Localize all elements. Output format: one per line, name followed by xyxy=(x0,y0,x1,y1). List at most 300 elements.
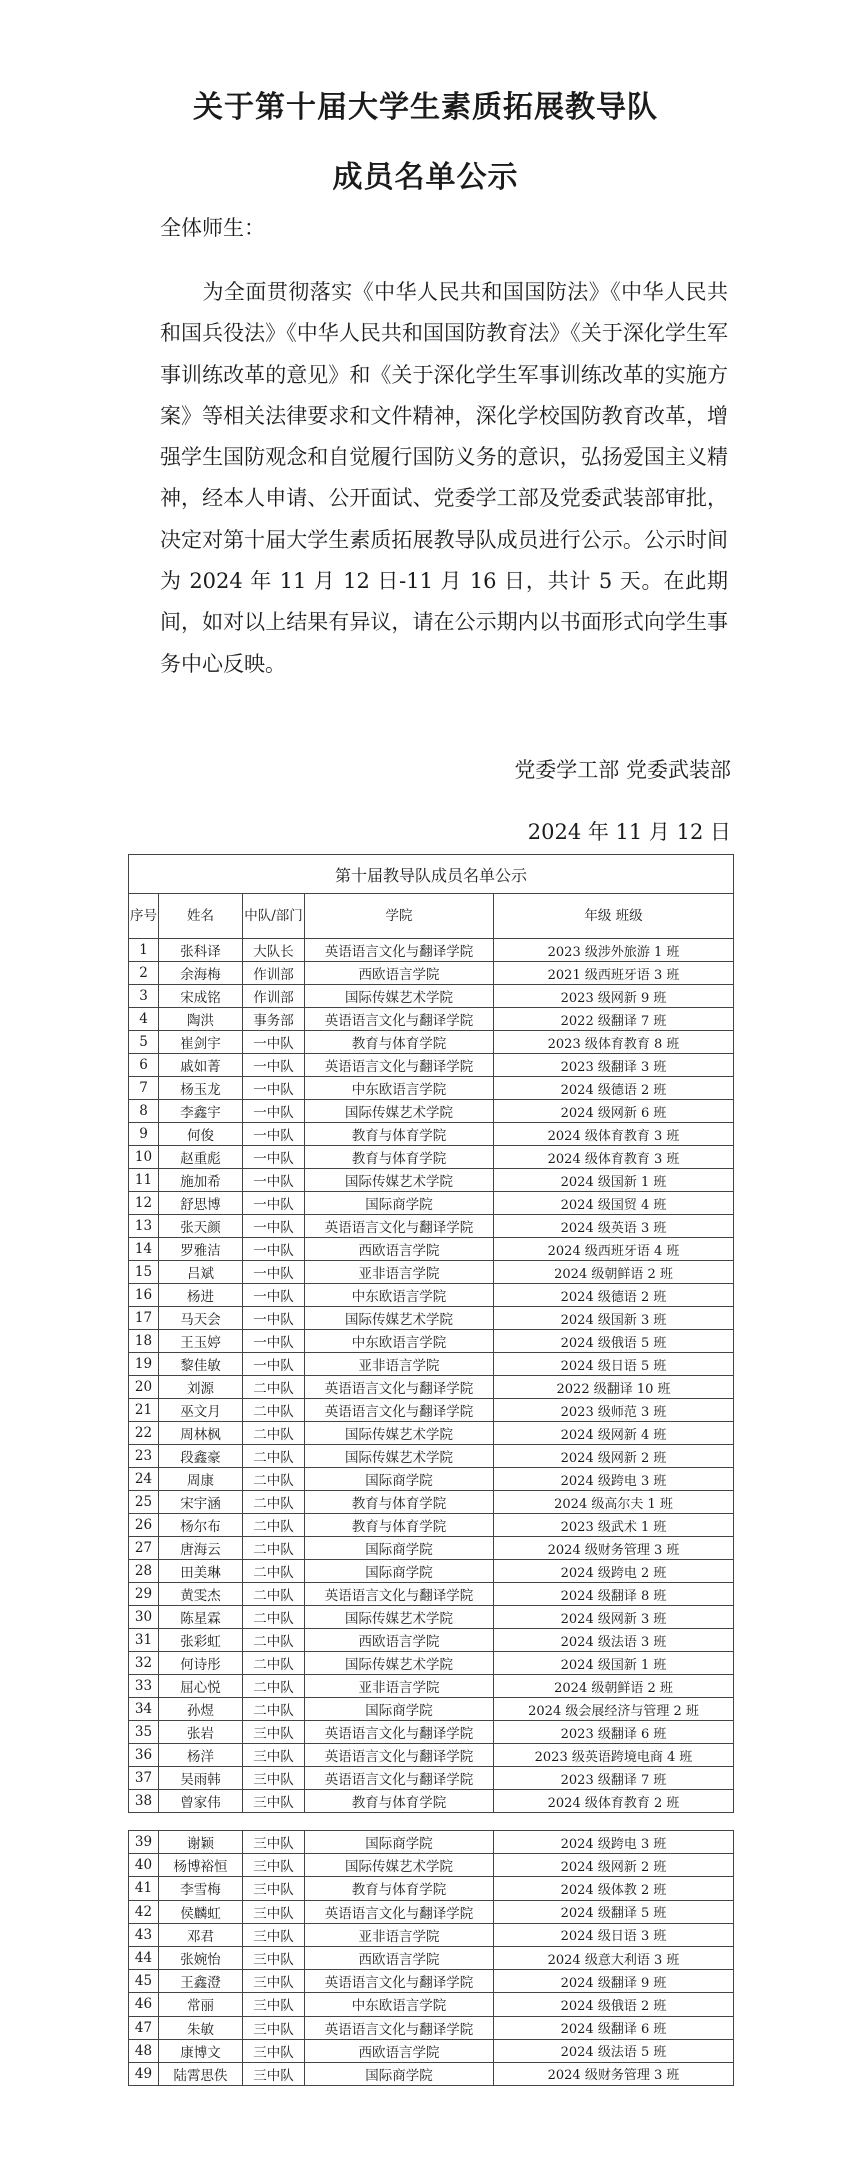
table-row xyxy=(129,1560,734,1583)
cell-no: 30 xyxy=(129,1606,159,1629)
cell-college: 中东欧语言学院 xyxy=(305,1330,494,1353)
cell-unit: 一中队 xyxy=(243,1330,305,1353)
cell-name: 唐海云 xyxy=(159,1537,243,1560)
cell-grade: 2024 级国贸 4 班 xyxy=(494,1192,734,1215)
cell-no: 48 xyxy=(129,2039,159,2062)
header-unit: 中队/部门 xyxy=(243,894,305,939)
cell-grade: 2024 级体育教育 2 班 xyxy=(494,1790,734,1813)
cell-grade: 2023 级涉外旅游 1 班 xyxy=(494,939,734,962)
cell-no: 18 xyxy=(129,1330,159,1353)
table-row xyxy=(129,1923,734,1946)
cell-name: 杨洋 xyxy=(159,1744,243,1767)
cell-unit: 三中队 xyxy=(243,2062,305,2085)
cell-college: 西欧语言学院 xyxy=(305,1946,494,1969)
cell-college: 英语语言文化与翻译学院 xyxy=(305,1376,494,1399)
cell-unit: 一中队 xyxy=(243,1031,305,1054)
cell-grade: 2024 级跨电 3 班 xyxy=(494,1831,734,1854)
cell-no: 1 xyxy=(129,939,159,962)
cell-grade: 2022 级翻译 10 班 xyxy=(494,1376,734,1399)
cell-no: 12 xyxy=(129,1192,159,1215)
cell-no: 22 xyxy=(129,1422,159,1445)
cell-unit: 三中队 xyxy=(243,1831,305,1854)
cell-college: 中东欧语言学院 xyxy=(305,1284,494,1307)
table-row xyxy=(129,1445,734,1468)
cell-grade: 2024 级网新 6 班 xyxy=(494,1100,734,1123)
table-row xyxy=(129,1698,734,1721)
signature: 党委学工部 党委武装部 xyxy=(514,758,731,782)
cell-no: 37 xyxy=(129,1767,159,1790)
table-row xyxy=(129,1077,734,1100)
cell-no: 7 xyxy=(129,1077,159,1100)
cell-no: 27 xyxy=(129,1537,159,1560)
cell-grade: 2024 级翻译 8 班 xyxy=(494,1583,734,1606)
cell-unit: 二中队 xyxy=(243,1560,305,1583)
cell-no: 46 xyxy=(129,1993,159,2016)
cell-name: 刘源 xyxy=(159,1376,243,1399)
cell-name: 王鑫澄 xyxy=(159,1970,243,1993)
cell-college: 亚非语言学院 xyxy=(305,1353,494,1376)
cell-no: 14 xyxy=(129,1238,159,1261)
cell-college: 亚非语言学院 xyxy=(305,1675,494,1698)
cell-college: 国际商学院 xyxy=(305,1468,494,1491)
cell-college: 英语语言文化与翻译学院 xyxy=(305,1215,494,1238)
cell-no: 2 xyxy=(129,962,159,985)
cell-unit: 三中队 xyxy=(243,2016,305,2039)
cell-unit: 一中队 xyxy=(243,1215,305,1238)
cell-name: 宋成铭 xyxy=(159,985,243,1008)
table-row xyxy=(129,1583,734,1606)
cell-grade: 2024 级高尔夫 1 班 xyxy=(494,1491,734,1514)
cell-unit: 二中队 xyxy=(243,1468,305,1491)
cell-unit: 三中队 xyxy=(243,1721,305,1744)
table-row xyxy=(129,1330,734,1353)
table-row xyxy=(129,1215,734,1238)
cell-no: 23 xyxy=(129,1445,159,1468)
table-row xyxy=(129,1877,734,1900)
cell-no: 32 xyxy=(129,1652,159,1675)
table-row xyxy=(129,1008,734,1031)
cell-name: 屈心悦 xyxy=(159,1675,243,1698)
cell-name: 康博文 xyxy=(159,2039,243,2062)
cell-unit: 一中队 xyxy=(243,1284,305,1307)
cell-grade: 2024 级网新 4 班 xyxy=(494,1422,734,1445)
cell-unit: 二中队 xyxy=(243,1376,305,1399)
table-row xyxy=(129,1307,734,1330)
cell-no: 11 xyxy=(129,1169,159,1192)
cell-name: 余海梅 xyxy=(159,962,243,985)
cell-name: 常丽 xyxy=(159,1993,243,2016)
table-row xyxy=(129,1537,734,1560)
table-row xyxy=(129,2039,734,2062)
cell-college: 国际商学院 xyxy=(305,1560,494,1583)
table-row xyxy=(129,1629,734,1652)
table-row xyxy=(129,1100,734,1123)
cell-name: 巫文月 xyxy=(159,1399,243,1422)
cell-college: 西欧语言学院 xyxy=(305,1629,494,1652)
cell-name: 陆霄思佚 xyxy=(159,2062,243,2085)
cell-no: 29 xyxy=(129,1583,159,1606)
cell-unit: 二中队 xyxy=(243,1399,305,1422)
cell-name: 宋宇涵 xyxy=(159,1491,243,1514)
cell-college: 国际商学院 xyxy=(305,1831,494,1854)
cell-unit: 一中队 xyxy=(243,1146,305,1169)
cell-unit: 三中队 xyxy=(243,1877,305,1900)
cell-no: 38 xyxy=(129,1790,159,1813)
table-row xyxy=(129,1284,734,1307)
cell-unit: 大队长 xyxy=(243,939,305,962)
cell-grade: 2024 级日语 5 班 xyxy=(494,1353,734,1376)
cell-name: 张科译 xyxy=(159,939,243,962)
cell-grade: 2024 级网新 2 班 xyxy=(494,1445,734,1468)
cell-name: 曾家伟 xyxy=(159,1790,243,1813)
cell-unit: 二中队 xyxy=(243,1422,305,1445)
cell-unit: 三中队 xyxy=(243,1790,305,1813)
cell-college: 国际传媒艺术学院 xyxy=(305,1307,494,1330)
cell-college: 教育与体育学院 xyxy=(305,1123,494,1146)
cell-unit: 二中队 xyxy=(243,1629,305,1652)
table-row xyxy=(129,1031,734,1054)
cell-grade: 2024 级俄语 2 班 xyxy=(494,1993,734,2016)
cell-name: 戚如菁 xyxy=(159,1054,243,1077)
cell-unit: 三中队 xyxy=(243,1993,305,2016)
cell-grade: 2024 级网新 2 班 xyxy=(494,1854,734,1877)
cell-unit: 一中队 xyxy=(243,1238,305,1261)
cell-grade: 2024 级朝鲜语 2 班 xyxy=(494,1261,734,1284)
cell-name: 侯麟虹 xyxy=(159,1900,243,1923)
cell-college: 教育与体育学院 xyxy=(305,1790,494,1813)
table-row xyxy=(129,1376,734,1399)
cell-unit: 一中队 xyxy=(243,1353,305,1376)
cell-college: 教育与体育学院 xyxy=(305,1877,494,1900)
cell-unit: 三中队 xyxy=(243,2039,305,2062)
cell-grade: 2024 级法语 3 班 xyxy=(494,1629,734,1652)
cell-unit: 作训部 xyxy=(243,962,305,985)
cell-unit: 二中队 xyxy=(243,1583,305,1606)
greeting: 全体师生： xyxy=(160,216,265,240)
notice-paragraph-text: 为全面贯彻落实《中华人民共和国国防法》《中华人民共和国兵役法》《中华人民共和国国防教育法》《关于深化学生军事训练改革的意见》和《关于深化学生军事训练改革的实施方案》等相关法律要求和文件精神，深化学校国防教育改革，增强学生国防观念和自觉履行国防义务的意识，弘扬爱国主义精神，经本人申请、公开面试、党委学工部及党委武装部审批，决定对第十届大学生素质拓展教导队成员进行公示。公示时间为 2024 年 11 月 12 日-11 月 16 日，共计 5 天。在此期间，如对以上结果有异议，请在公示期内以书面形式向学生事务中心反映。 xyxy=(160,280,728,676)
cell-grade: 2024 级俄语 5 班 xyxy=(494,1330,734,1353)
member-table-part2 xyxy=(128,1830,734,2086)
cell-no: 43 xyxy=(129,1923,159,1946)
cell-name: 杨博裕恒 xyxy=(159,1854,243,1877)
cell-no: 17 xyxy=(129,1307,159,1330)
cell-name: 施加希 xyxy=(159,1169,243,1192)
document-title-line2: 成员名单公示 xyxy=(332,160,519,195)
cell-college: 国际传媒艺术学院 xyxy=(305,1445,494,1468)
cell-college: 英语语言文化与翻译学院 xyxy=(305,1970,494,1993)
table-row xyxy=(129,1353,734,1376)
cell-grade: 2023 级翻译 6 班 xyxy=(494,1721,734,1744)
cell-unit: 事务部 xyxy=(243,1008,305,1031)
cell-name: 罗雅洁 xyxy=(159,1238,243,1261)
cell-no: 28 xyxy=(129,1560,159,1583)
cell-grade: 2023 级英语跨境电商 4 班 xyxy=(494,1744,734,1767)
cell-no: 25 xyxy=(129,1491,159,1514)
cell-no: 47 xyxy=(129,2016,159,2039)
cell-college: 英语语言文化与翻译学院 xyxy=(305,2016,494,2039)
notice-paragraph xyxy=(160,272,728,685)
cell-grade: 2024 级体教 2 班 xyxy=(494,1877,734,1900)
table-row xyxy=(129,1192,734,1215)
table-row xyxy=(129,1169,734,1192)
cell-college: 中东欧语言学院 xyxy=(305,1993,494,2016)
cell-college: 英语语言文化与翻译学院 xyxy=(305,1583,494,1606)
header-name: 姓名 xyxy=(159,894,243,939)
cell-grade: 2024 级德语 2 班 xyxy=(494,1077,734,1100)
cell-no: 39 xyxy=(129,1831,159,1854)
document-title-line1: 关于第十届大学生素质拓展教导队 xyxy=(193,90,658,125)
cell-college: 教育与体育学院 xyxy=(305,1146,494,1169)
cell-grade: 2022 级翻译 7 班 xyxy=(494,1008,734,1031)
table-row xyxy=(129,1854,734,1877)
cell-name: 舒思博 xyxy=(159,1192,243,1215)
cell-unit: 二中队 xyxy=(243,1606,305,1629)
cell-name: 崔剑宇 xyxy=(159,1031,243,1054)
cell-grade: 2024 级网新 3 班 xyxy=(494,1606,734,1629)
cell-grade: 2023 级武术 1 班 xyxy=(494,1514,734,1537)
cell-grade: 2024 级跨电 3 班 xyxy=(494,1468,734,1491)
cell-grade: 2024 级朝鲜语 2 班 xyxy=(494,1675,734,1698)
cell-unit: 二中队 xyxy=(243,1675,305,1698)
cell-name: 黎佳敏 xyxy=(159,1353,243,1376)
cell-grade: 2024 级国新 1 班 xyxy=(494,1169,734,1192)
cell-name: 马天会 xyxy=(159,1307,243,1330)
cell-grade: 2023 级网新 9 班 xyxy=(494,985,734,1008)
cell-grade: 2024 级体育教育 3 班 xyxy=(494,1123,734,1146)
table-row xyxy=(129,1514,734,1537)
cell-unit: 一中队 xyxy=(243,1169,305,1192)
cell-no: 8 xyxy=(129,1100,159,1123)
cell-name: 张婉怡 xyxy=(159,1946,243,1969)
cell-no: 19 xyxy=(129,1353,159,1376)
cell-no: 5 xyxy=(129,1031,159,1054)
cell-unit: 三中队 xyxy=(243,1767,305,1790)
cell-unit: 一中队 xyxy=(243,1261,305,1284)
cell-college: 英语语言文化与翻译学院 xyxy=(305,1744,494,1767)
cell-unit: 一中队 xyxy=(243,1307,305,1330)
cell-no: 49 xyxy=(129,2062,159,2085)
cell-name: 谢颖 xyxy=(159,1831,243,1854)
cell-college: 教育与体育学院 xyxy=(305,1031,494,1054)
table-row xyxy=(129,939,734,962)
table-row xyxy=(129,1054,734,1077)
table-caption: 第十届教导队成员名单公示 xyxy=(129,855,734,894)
table-row xyxy=(129,962,734,985)
cell-no: 31 xyxy=(129,1629,159,1652)
cell-college: 英语语言文化与翻译学院 xyxy=(305,1721,494,1744)
cell-name: 吕斌 xyxy=(159,1261,243,1284)
notice-date: 2024 年 11 月 12 日 xyxy=(527,820,731,844)
header-grade: 年级 班级 xyxy=(494,894,734,939)
cell-name: 邓君 xyxy=(159,1923,243,1946)
cell-college: 国际商学院 xyxy=(305,1537,494,1560)
cell-no: 42 xyxy=(129,1900,159,1923)
cell-no: 20 xyxy=(129,1376,159,1399)
cell-unit: 二中队 xyxy=(243,1445,305,1468)
cell-college: 英语语言文化与翻译学院 xyxy=(305,1900,494,1923)
cell-no: 21 xyxy=(129,1399,159,1422)
cell-name: 周康 xyxy=(159,1468,243,1491)
cell-college: 英语语言文化与翻译学院 xyxy=(305,1008,494,1031)
cell-unit: 二中队 xyxy=(243,1514,305,1537)
cell-name: 王玉婷 xyxy=(159,1330,243,1353)
cell-college: 国际传媒艺术学院 xyxy=(305,1652,494,1675)
table-row xyxy=(129,1831,734,1854)
cell-college: 英语语言文化与翻译学院 xyxy=(305,1399,494,1422)
cell-unit: 三中队 xyxy=(243,1854,305,1877)
cell-grade: 2023 级体育教育 8 班 xyxy=(494,1031,734,1054)
table-row xyxy=(129,1399,734,1422)
table-row xyxy=(129,1606,734,1629)
cell-name: 赵重彪 xyxy=(159,1146,243,1169)
table-row xyxy=(129,1767,734,1790)
cell-name: 杨尔布 xyxy=(159,1514,243,1537)
cell-no: 16 xyxy=(129,1284,159,1307)
cell-name: 朱敏 xyxy=(159,2016,243,2039)
table-row xyxy=(129,985,734,1008)
cell-grade: 2023 级师范 3 班 xyxy=(494,1399,734,1422)
cell-college: 国际传媒艺术学院 xyxy=(305,1854,494,1877)
table-row xyxy=(129,1652,734,1675)
cell-unit: 二中队 xyxy=(243,1537,305,1560)
cell-grade: 2024 级财务管理 3 班 xyxy=(494,2062,734,2085)
cell-college: 西欧语言学院 xyxy=(305,2039,494,2062)
cell-grade: 2021 级西班牙语 3 班 xyxy=(494,962,734,985)
cell-name: 吴雨韩 xyxy=(159,1767,243,1790)
cell-no: 15 xyxy=(129,1261,159,1284)
cell-grade: 2024 级德语 2 班 xyxy=(494,1284,734,1307)
cell-name: 李鑫宇 xyxy=(159,1100,243,1123)
cell-name: 杨玉龙 xyxy=(159,1077,243,1100)
cell-grade: 2024 级国新 3 班 xyxy=(494,1307,734,1330)
cell-no: 40 xyxy=(129,1854,159,1877)
cell-name: 黄雯杰 xyxy=(159,1583,243,1606)
table-row xyxy=(129,1422,734,1445)
cell-no: 24 xyxy=(129,1468,159,1491)
table-row xyxy=(129,1123,734,1146)
cell-college: 西欧语言学院 xyxy=(305,962,494,985)
table-row xyxy=(129,1261,734,1284)
member-table-part1 xyxy=(128,854,734,1813)
cell-grade: 2024 级英语 3 班 xyxy=(494,1215,734,1238)
cell-grade: 2024 级翻译 6 班 xyxy=(494,2016,734,2039)
cell-grade: 2024 级意大利语 3 班 xyxy=(494,1946,734,1969)
cell-no: 6 xyxy=(129,1054,159,1077)
header-no: 序号 xyxy=(129,894,159,939)
cell-college: 国际传媒艺术学院 xyxy=(305,985,494,1008)
table-row xyxy=(129,2062,734,2085)
cell-grade: 2024 级国新 1 班 xyxy=(494,1652,734,1675)
table-row xyxy=(129,1946,734,1969)
cell-college: 国际传媒艺术学院 xyxy=(305,1100,494,1123)
table-row xyxy=(129,1721,734,1744)
cell-no: 44 xyxy=(129,1946,159,1969)
cell-unit: 一中队 xyxy=(243,1077,305,1100)
cell-college: 国际商学院 xyxy=(305,1698,494,1721)
cell-college: 中东欧语言学院 xyxy=(305,1077,494,1100)
cell-college: 国际传媒艺术学院 xyxy=(305,1422,494,1445)
cell-unit: 三中队 xyxy=(243,1900,305,1923)
table-row xyxy=(129,1491,734,1514)
cell-college: 教育与体育学院 xyxy=(305,1491,494,1514)
cell-name: 周林枫 xyxy=(159,1422,243,1445)
cell-grade: 2024 级体育教育 3 班 xyxy=(494,1146,734,1169)
cell-no: 10 xyxy=(129,1146,159,1169)
cell-college: 亚非语言学院 xyxy=(305,1923,494,1946)
cell-name: 陶洪 xyxy=(159,1008,243,1031)
cell-unit: 三中队 xyxy=(243,1946,305,1969)
cell-unit: 一中队 xyxy=(243,1192,305,1215)
cell-unit: 二中队 xyxy=(243,1491,305,1514)
table-row xyxy=(129,1146,734,1169)
cell-no: 34 xyxy=(129,1698,159,1721)
cell-no: 33 xyxy=(129,1675,159,1698)
cell-no: 36 xyxy=(129,1744,159,1767)
table-row xyxy=(129,1238,734,1261)
cell-grade: 2024 级日语 3 班 xyxy=(494,1923,734,1946)
cell-name: 张彩虹 xyxy=(159,1629,243,1652)
cell-unit: 三中队 xyxy=(243,1923,305,1946)
cell-name: 段鑫豪 xyxy=(159,1445,243,1468)
cell-no: 35 xyxy=(129,1721,159,1744)
table-row xyxy=(129,1468,734,1491)
cell-college: 亚非语言学院 xyxy=(305,1261,494,1284)
cell-college: 国际传媒艺术学院 xyxy=(305,1606,494,1629)
table-row xyxy=(129,1744,734,1767)
cell-unit: 三中队 xyxy=(243,1744,305,1767)
cell-unit: 一中队 xyxy=(243,1054,305,1077)
cell-grade: 2024 级翻译 9 班 xyxy=(494,1970,734,1993)
cell-name: 孙煜 xyxy=(159,1698,243,1721)
cell-grade: 2024 级财务管理 3 班 xyxy=(494,1537,734,1560)
table-row xyxy=(129,1790,734,1813)
cell-unit: 作训部 xyxy=(243,985,305,1008)
cell-unit: 二中队 xyxy=(243,1698,305,1721)
cell-grade: 2024 级西班牙语 4 班 xyxy=(494,1238,734,1261)
cell-college: 英语语言文化与翻译学院 xyxy=(305,1767,494,1790)
cell-college: 西欧语言学院 xyxy=(305,1238,494,1261)
cell-name: 杨进 xyxy=(159,1284,243,1307)
cell-college: 教育与体育学院 xyxy=(305,1514,494,1537)
header-college: 学院 xyxy=(305,894,494,939)
cell-grade: 2024 级会展经济与管理 2 班 xyxy=(494,1698,734,1721)
cell-no: 3 xyxy=(129,985,159,1008)
cell-name: 张岩 xyxy=(159,1721,243,1744)
cell-grade: 2023 级翻译 3 班 xyxy=(494,1054,734,1077)
cell-unit: 一中队 xyxy=(243,1100,305,1123)
cell-college: 国际传媒艺术学院 xyxy=(305,1169,494,1192)
cell-name: 张天颜 xyxy=(159,1215,243,1238)
cell-grade: 2024 级法语 5 班 xyxy=(494,2039,734,2062)
cell-college: 国际商学院 xyxy=(305,1192,494,1215)
cell-no: 9 xyxy=(129,1123,159,1146)
cell-grade: 2023 级翻译 7 班 xyxy=(494,1767,734,1790)
cell-no: 13 xyxy=(129,1215,159,1238)
cell-unit: 一中队 xyxy=(243,1123,305,1146)
cell-no: 45 xyxy=(129,1970,159,1993)
table-row xyxy=(129,1900,734,1923)
cell-no: 4 xyxy=(129,1008,159,1031)
cell-grade: 2024 级翻译 5 班 xyxy=(494,1900,734,1923)
cell-grade: 2024 级跨电 2 班 xyxy=(494,1560,734,1583)
cell-name: 陈星霖 xyxy=(159,1606,243,1629)
cell-unit: 二中队 xyxy=(243,1652,305,1675)
cell-name: 李雪梅 xyxy=(159,1877,243,1900)
cell-college: 英语语言文化与翻译学院 xyxy=(305,1054,494,1077)
cell-name: 何诗彤 xyxy=(159,1652,243,1675)
table-row xyxy=(129,1970,734,1993)
cell-no: 26 xyxy=(129,1514,159,1537)
